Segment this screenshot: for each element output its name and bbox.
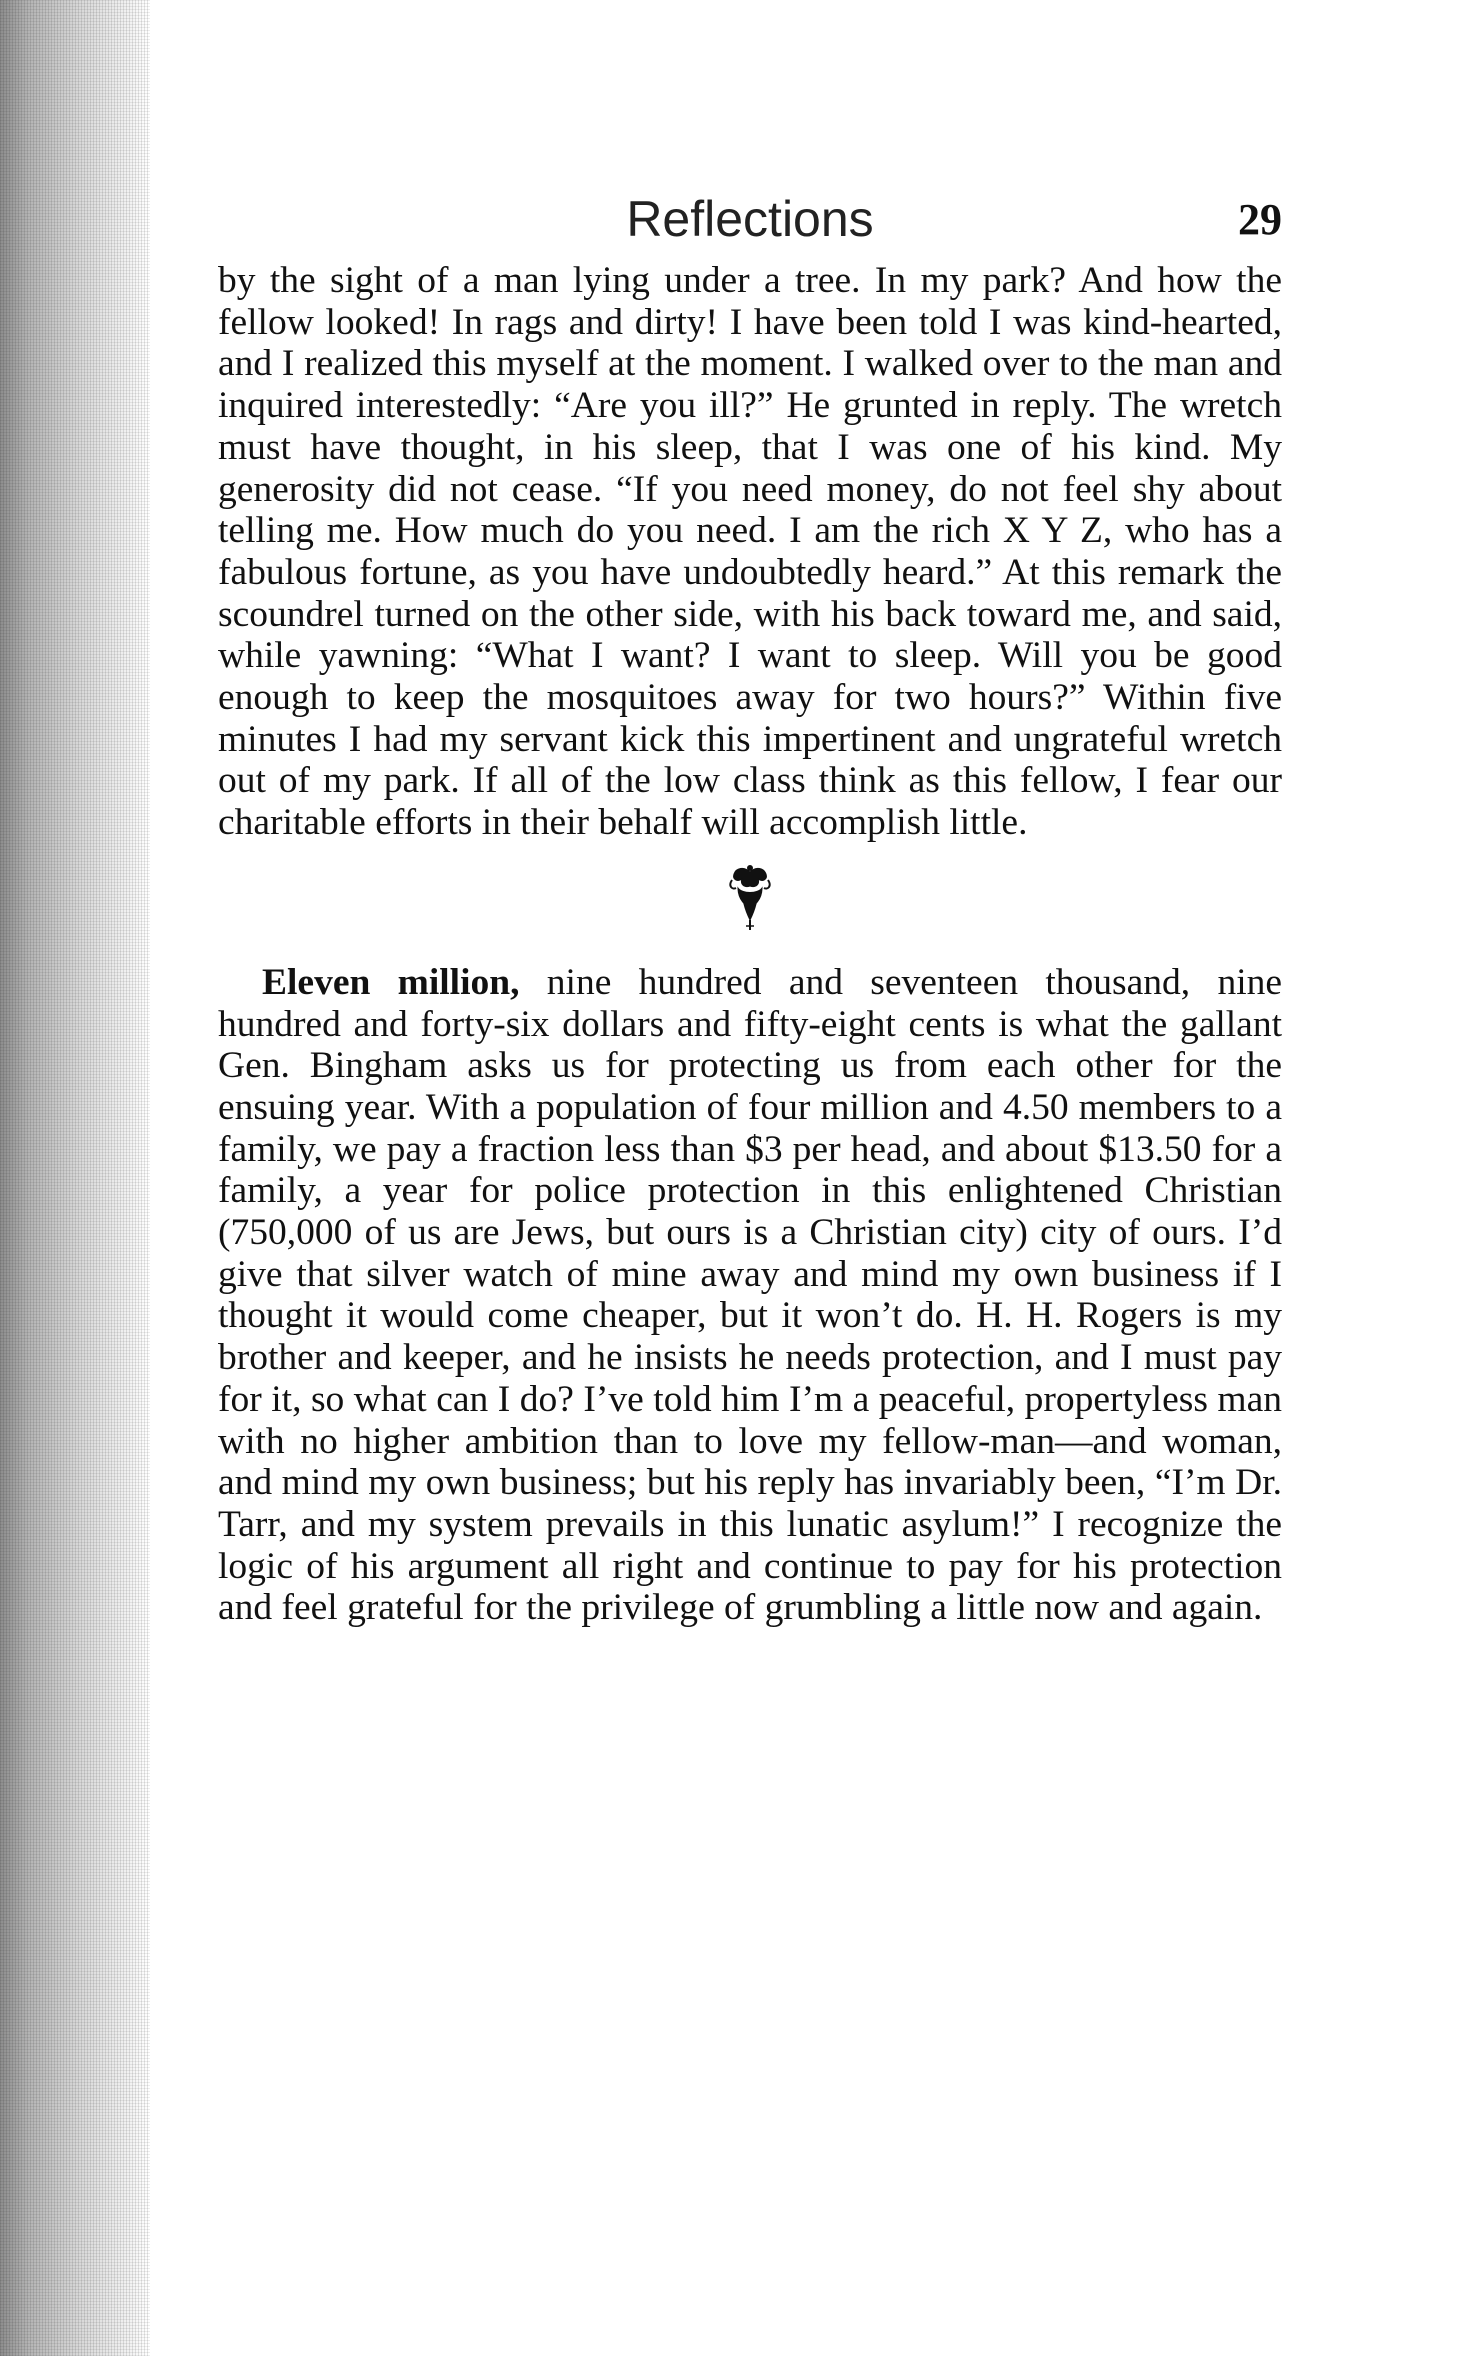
book-page (218, 190, 1282, 1629)
scan-edge-shadow (0, 0, 150, 2356)
paragraph-text: by the sight of a man lying under a tree. In my park? And how the fellow looked! In rags and dirty! I have been told I was kind-hearted, and I realized this myself at the moment. I walked over to the man and inquired interestedly: “Are you ill?” He grunted in reply. The wretch must have thought, in his sleep, that I was one of his kind. My generosity did not cease. “If you need money, do not feel shy about telling me. How much do you need. I am the rich X Y Z, who has a fabulous fortune, as you have undoubtedly heard.” At this remark the scoundrel turned on the other side, with his back toward me, and said, while yawning: “What I want? I want to sleep. Will you be good enough to keep the mosquitoes away for two hours?” Within five minutes I had my servant kick this impertinent and ungrateful wretch out of my park. If all of the low class think as this fellow, I fear our charitable efforts in their behalf will accomplish little. (218, 260, 1282, 844)
page-number: 29 (1238, 195, 1282, 244)
paragraph-text: nine hundred and seventeen thousand, nine hundred and forty-six dollars and fifty-eight cents is what the gallant Gen. Bingham asks us for protecting us from each other for the ensuing year. With a population of four million and 4.50 members to a family, we pay a fraction less than $3 per head, and about $13.50 for a family, a year for police protection in this enlightened Christian (750,000 of us are Jews, but ours is a Christian city) city of ours. I’d give that silver watch of mine away and mind my own business if I thought it would come cheaper, but it won’t do. H. H. Rogers is my brother and keeper, and he insists he needs protection, and I must pay for it, so what can I do? I’ve told him I’m a peaceful, propertyless man with no higher ambition than to love my fellow-man—and woman, and mind my own business; but his reply has invariably been, “I’m Dr. Tarr, and my system prevails in this lunatic asylum!” I recognize the logic of his argument all right and continue to pay for his protection and feel grateful for the privilege of grumbling a little now and again. (218, 961, 1283, 1629)
fleuron-icon (720, 864, 780, 934)
running-head (218, 190, 1282, 260)
running-title: Reflections (626, 191, 874, 247)
paragraph-lead: Eleven million, (262, 961, 520, 1003)
paragraph-police-budget (218, 962, 1282, 1629)
paragraph-continued (218, 260, 1282, 844)
body-text (218, 260, 1282, 1629)
